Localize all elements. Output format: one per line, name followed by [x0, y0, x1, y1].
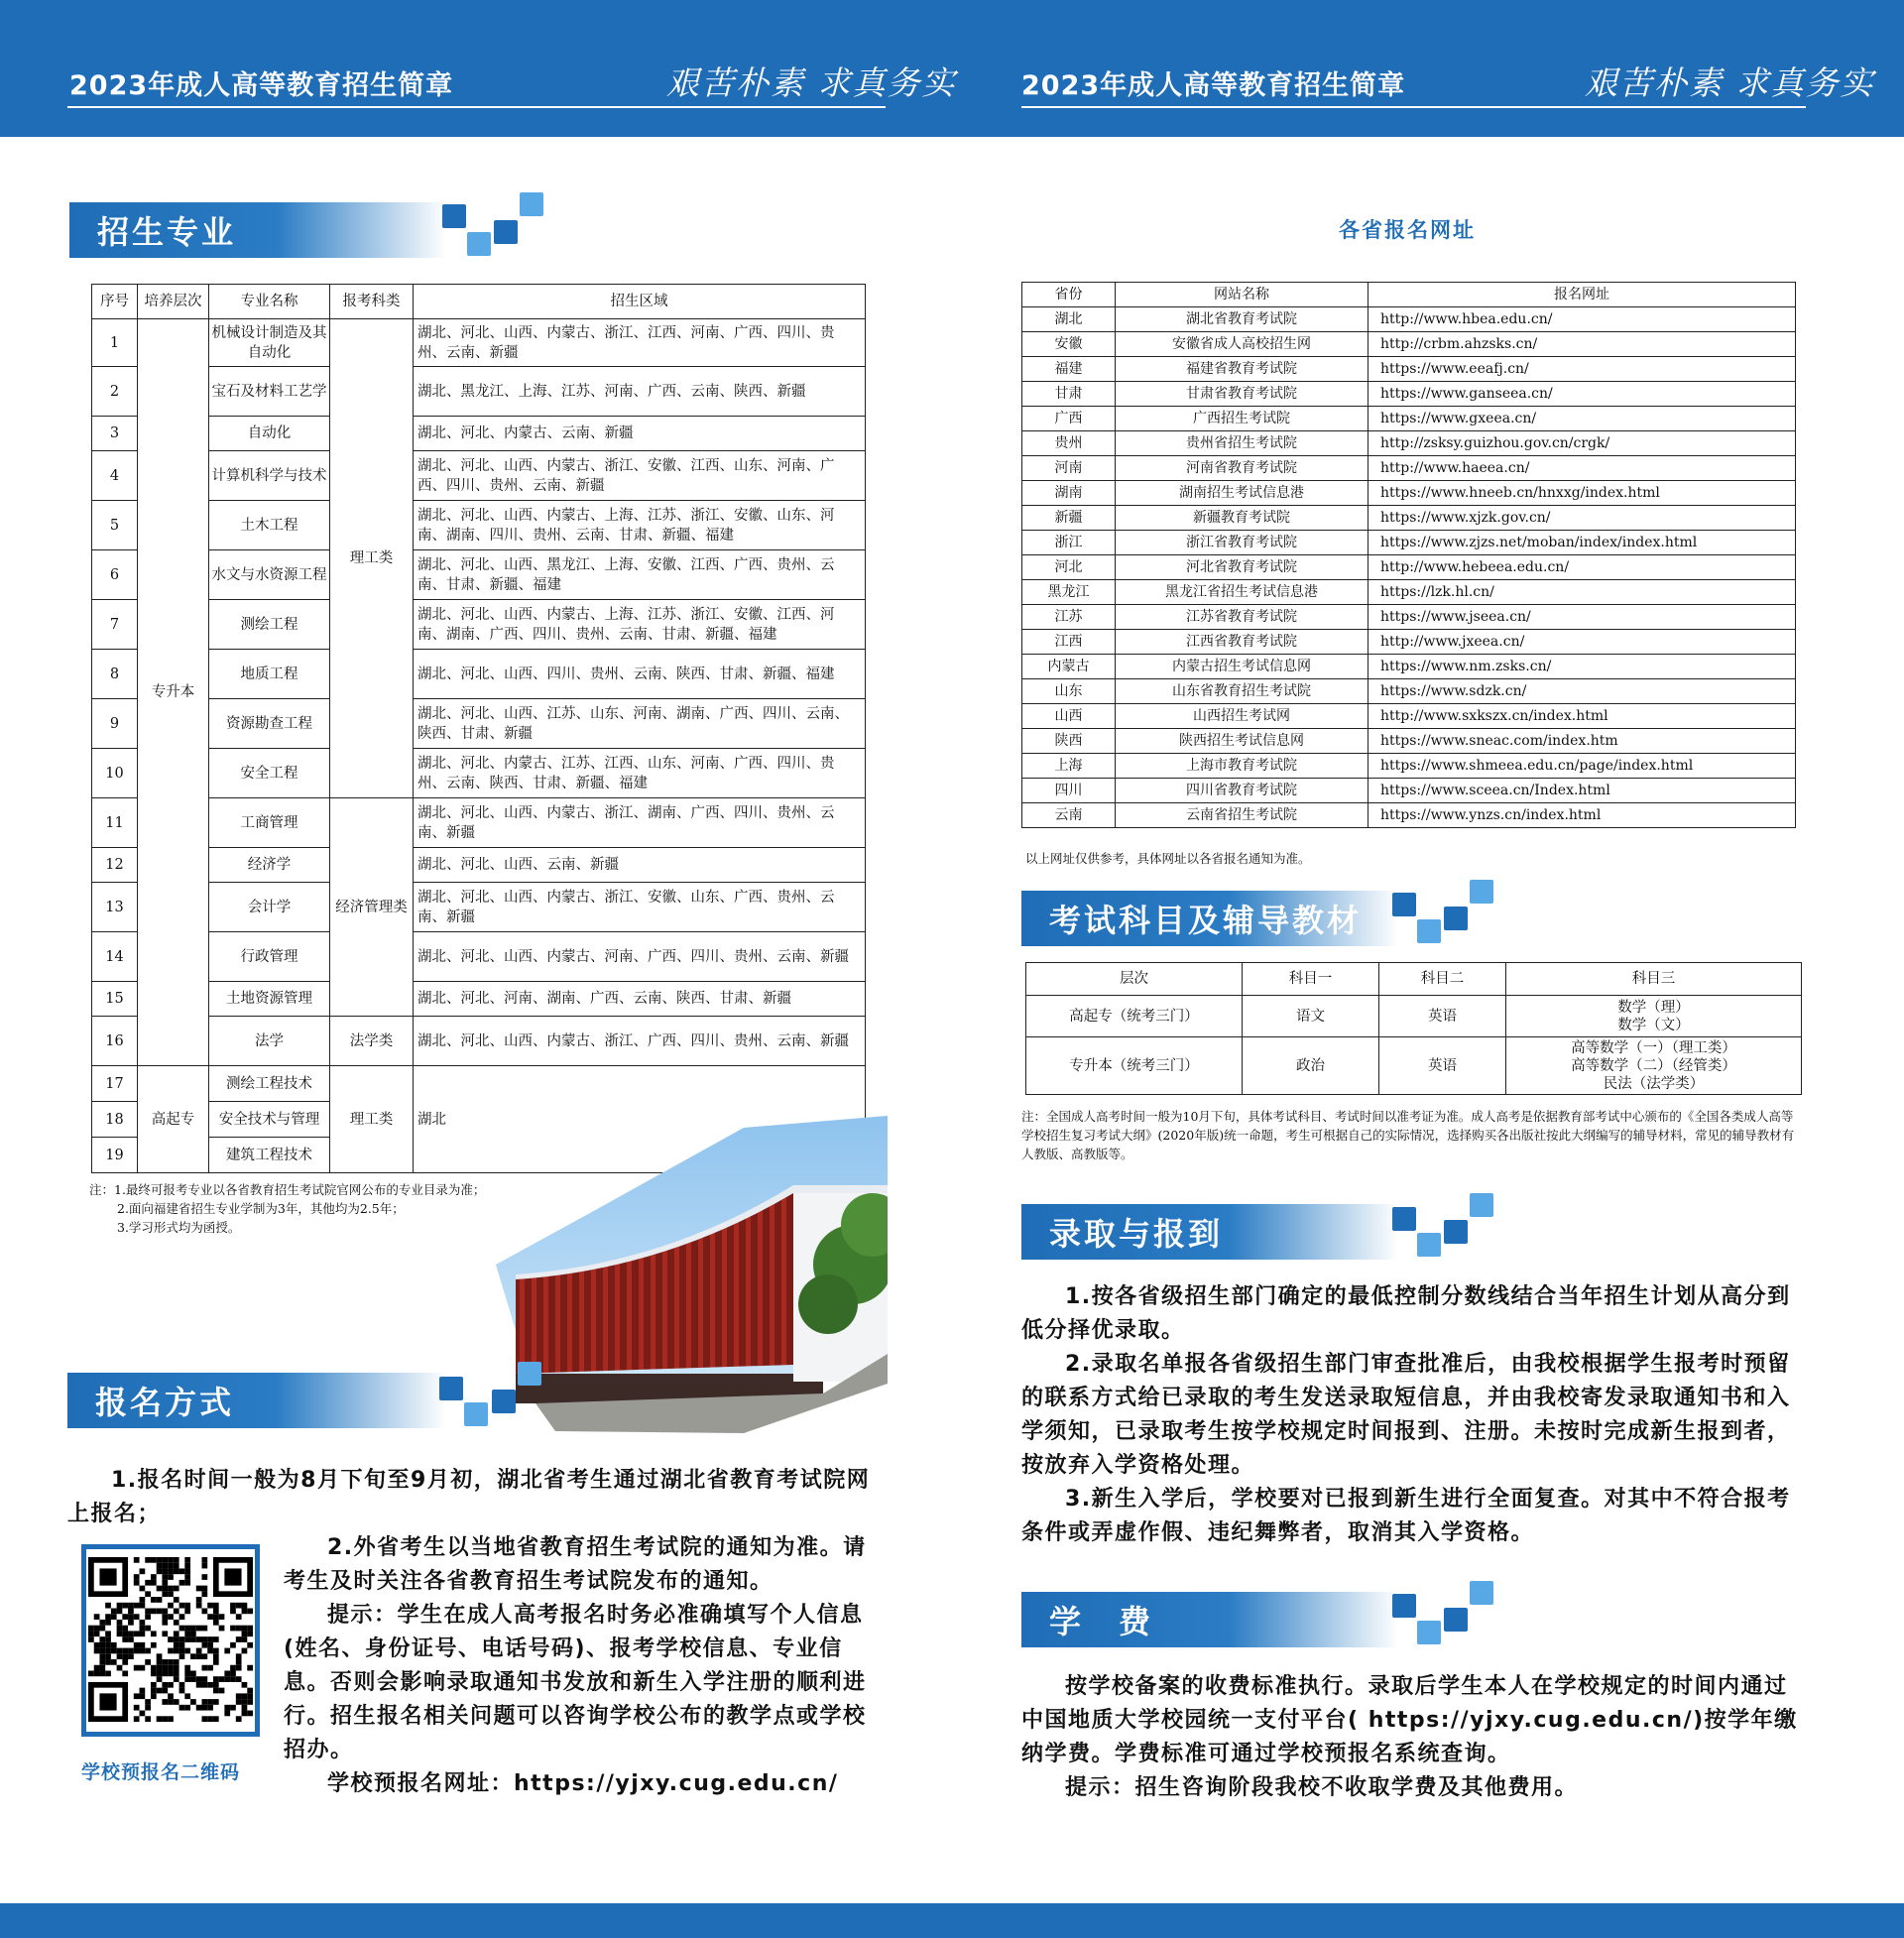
- province-cell: 内蒙古: [1022, 655, 1116, 679]
- signup-text: 2.外省考生以当地省教育招生考试院的通知为准。请考生及时关注各省教育招生考试院发布的通知。: [284, 1535, 867, 1594]
- admission-section-banner: [1021, 1204, 1398, 1260]
- region-cell: 湖北、河北、内蒙古、云南、新疆: [414, 417, 866, 451]
- qr-code-image[interactable]: [88, 1557, 253, 1722]
- row-number: 5: [92, 501, 138, 550]
- row-number: 19: [92, 1138, 138, 1173]
- majors-section-title: 招生专业: [97, 213, 237, 251]
- major-name: 机械设计制造及其自动化: [209, 319, 330, 367]
- region-cell: 湖北、河北、河南、湖南、广西、云南、陕西、甘肃、新疆: [414, 982, 866, 1017]
- signup-tip-text: 提示：学生在成人高考报名时务必准确填写个人信息(姓名、身份证号、电话号码)、报考学校信息、专业信息。否则会影响录取通知书发放和新生入学注册的顺利进行。招生报名相关问题可以咨询学校公布的教学点或学校招办。: [284, 1603, 867, 1762]
- note-line: 3.学习形式均为函授。: [117, 1220, 241, 1235]
- row-number: 1: [92, 319, 138, 367]
- region-cell: 湖北、河北、内蒙古、江苏、江西、山东、河南、广西、四川、贵州、云南、陕西、甘肃、新疆、福建: [414, 749, 866, 798]
- table-row: [1026, 996, 1802, 1037]
- note-line: 注：1.最终可报考专业以各省教育招生考试院官网公布的专业目录为准；: [89, 1182, 486, 1197]
- table-row: [1022, 605, 1796, 630]
- table-row: [1022, 481, 1796, 506]
- exam-subjects-table: [1025, 962, 1802, 1095]
- site-name-cell: 广西招生考试院: [1116, 407, 1368, 431]
- row-number: 16: [92, 1017, 138, 1066]
- category-cell: 理工类: [330, 319, 414, 798]
- banner-deco-square: [492, 1390, 516, 1413]
- subject-line: 数学（文）: [1617, 1017, 1690, 1033]
- site-url-cell[interactable]: https://www.nm.zsks.cn/: [1368, 655, 1796, 679]
- table-row: [1022, 431, 1796, 456]
- row-number: 6: [92, 550, 138, 600]
- site-name-cell: 安徽省成人高校招生网: [1116, 332, 1368, 357]
- major-name: 建筑工程技术: [209, 1138, 330, 1173]
- site-name-cell: 江西省教育考试院: [1116, 630, 1368, 655]
- subject-cell: [1506, 996, 1802, 1037]
- table-row: [1022, 555, 1796, 580]
- left-header-underline: [67, 106, 886, 108]
- region-cell: 湖北、河北、山西、内蒙古、上海、江苏、浙江、安徽、江西、河南、湖南、广西、四川、贵州、云南、甘肃、新疆、福建: [414, 600, 866, 650]
- exam-section-title: 考试科目及辅导教材: [1049, 902, 1363, 939]
- region-cell: 湖北、河北、山西、内蒙古、浙江、湖南、广西、四川、贵州、云南、新疆: [414, 798, 866, 848]
- left-page-motto: 艰苦朴素 求真务实: [666, 63, 957, 102]
- province-cell: 新疆: [1022, 506, 1116, 531]
- major-name: 宝石及材料工艺学: [209, 367, 330, 417]
- bottom-footer-bar: [0, 1903, 1904, 1938]
- level-cell: 高起专: [138, 1066, 209, 1173]
- major-name: 自动化: [209, 417, 330, 451]
- banner-deco-square: [1444, 1220, 1468, 1244]
- col-header: 培养层次: [138, 285, 209, 319]
- level-cell: 专升本: [138, 319, 209, 1066]
- row-number: 17: [92, 1066, 138, 1102]
- table-row: [1022, 506, 1796, 531]
- col-header: 报名网址: [1368, 283, 1796, 307]
- province-cell: 福建: [1022, 357, 1116, 382]
- level-cell: 专升本（统考三门）: [1026, 1037, 1243, 1095]
- region-cell: 湖北、河北、山西、四川、贵州、云南、陕西、甘肃、新疆、福建: [414, 650, 866, 699]
- site-name-cell: 陕西招生考试信息网: [1116, 729, 1368, 754]
- major-name: 资源勘查工程: [209, 699, 330, 749]
- table-header-row: [1022, 283, 1796, 307]
- col-header: 省份: [1022, 283, 1116, 307]
- majors-notes: [89, 1180, 485, 1237]
- subject-line: 数学（理）: [1617, 999, 1690, 1016]
- subject-cell: [1506, 1037, 1802, 1095]
- row-number: 2: [92, 367, 138, 417]
- subject-cell: 英语: [1379, 996, 1506, 1037]
- right-page-motto: 艰苦朴素 求真务实: [1585, 63, 1875, 102]
- row-number: 12: [92, 848, 138, 883]
- province-cell: 广西: [1022, 407, 1116, 431]
- table-row: [1022, 655, 1796, 679]
- table-row: [1022, 307, 1796, 332]
- major-name: 地质工程: [209, 650, 330, 699]
- major-name: 测绘工程: [209, 600, 330, 650]
- table-row: [1022, 729, 1796, 754]
- subject-cell: 语文: [1243, 996, 1379, 1037]
- site-url-cell[interactable]: http://www.hbea.edu.cn/: [1368, 307, 1796, 332]
- major-name: 测绘工程技术: [209, 1066, 330, 1102]
- site-url-cell[interactable]: http://www.sxkszx.cn/index.html: [1368, 704, 1796, 729]
- major-name: 安全工程: [209, 749, 330, 798]
- table-row: [1022, 531, 1796, 555]
- province-cell: 浙江: [1022, 531, 1116, 555]
- site-url-cell[interactable]: https://www.xjzk.gov.cn/: [1368, 506, 1796, 531]
- sites-note: 以上网址仅供参考，具体网址以各省报名通知为准。: [1025, 851, 1311, 866]
- banner-deco-square: [1392, 1594, 1416, 1618]
- banner-deco-square: [1417, 1621, 1441, 1644]
- banner-deco-square: [1470, 1193, 1493, 1217]
- note-line: 2.面向福建省招生专业学制为3年，其他均为2.5年；: [117, 1201, 405, 1216]
- admission-text: 1.按各省级招生部门确定的最低控制分数线结合当年招生计划从高分到低分择优录取。: [1021, 1284, 1791, 1343]
- category-cell: 经济管理类: [330, 798, 414, 1017]
- admission-paragraphs: [1021, 1280, 1805, 1550]
- subject-line: 高等数学（一）（理工类）: [1571, 1039, 1736, 1056]
- right-page-title: 2023年成人高等教育招生简章: [1021, 70, 1406, 101]
- site-name-cell: 黑龙江省招生考试信息港: [1116, 580, 1368, 605]
- banner-deco-square: [439, 1377, 463, 1400]
- major-name: 法学: [209, 1017, 330, 1066]
- exam-section-banner: [1021, 891, 1398, 946]
- table-row: [1022, 630, 1796, 655]
- site-name-cell: 山东省教育招生考试院: [1116, 679, 1368, 704]
- col-header: 序号: [92, 285, 138, 319]
- region-cell: 湖北、河北、山西、内蒙古、河南、广西、四川、贵州、云南、新疆: [414, 932, 866, 982]
- row-number: 9: [92, 699, 138, 749]
- major-name: 行政管理: [209, 932, 330, 982]
- site-url-cell[interactable]: https://www.eeafj.cn/: [1368, 357, 1796, 382]
- province-cell: 黑龙江: [1022, 580, 1116, 605]
- banner-deco-square: [494, 220, 518, 244]
- subject-line: 高等数学（二）（经管类）: [1571, 1057, 1736, 1074]
- qr-code-frame: [81, 1544, 260, 1737]
- admission-text: 2.录取名单报各省级招生部门审查批准后，由我校根据学生报考时预留的联系方式给已录取的考生发送录取短信息，并由我校寄发录取通知书和入学须知，已录取考生按学校规定时间报到、注册。未按时完成新生报到者，按放弃入学资格处理。: [1021, 1352, 1791, 1478]
- province-sites-table: [1021, 282, 1796, 828]
- province-cell: 湖北: [1022, 307, 1116, 332]
- table-row: [1022, 456, 1796, 481]
- table-header-row: [92, 285, 866, 319]
- major-name: 安全技术与管理: [209, 1102, 330, 1138]
- table-row: [1026, 1037, 1802, 1095]
- tuition-text: 按学校备案的收费标准执行。录取后学生本人在学校规定的时间内通过中国地质大学校园统一支付平台( https://yjxy.cug.edu.cn/)按学年缴纳学费。学费标准可通过学校预报名系统查询。: [1021, 1674, 1798, 1766]
- col-header: 层次: [1026, 963, 1243, 996]
- site-url-cell[interactable]: http://www.jxeea.cn/: [1368, 630, 1796, 655]
- table-row: [1022, 679, 1796, 704]
- table-row: [1022, 704, 1796, 729]
- major-name: 土木工程: [209, 501, 330, 550]
- col-header: 网站名称: [1116, 283, 1368, 307]
- table-row: [1022, 357, 1796, 382]
- province-cell: 河北: [1022, 555, 1116, 580]
- qr-code-label: 学校预报名二维码: [81, 1761, 241, 1783]
- left-page-title: 2023年成人高等教育招生简章: [69, 70, 454, 101]
- table-row: [1022, 754, 1796, 779]
- tuition-section-title: 学 费: [1049, 1603, 1154, 1640]
- site-name-cell: 山西招生考试网: [1116, 704, 1368, 729]
- site-name-cell: 贵州省招生考试院: [1116, 431, 1368, 456]
- signup-section-title: 报名方式: [95, 1384, 235, 1421]
- site-url-cell[interactable]: https://www.ganseea.cn/: [1368, 382, 1796, 407]
- site-name-cell: 甘肃省教育考试院: [1116, 382, 1368, 407]
- banner-deco-square: [1470, 880, 1493, 904]
- site-url-cell[interactable]: https://www.sceea.cn/Index.html: [1368, 779, 1796, 803]
- campus-building-photo: [496, 1116, 888, 1433]
- province-cell: 湖南: [1022, 481, 1116, 506]
- major-name: 水文与水资源工程: [209, 550, 330, 600]
- row-number: 3: [92, 417, 138, 451]
- region-cell: 湖北、河北、山西、江苏、山东、河南、湖南、广西、四川、云南、陕西、甘肃、新疆: [414, 699, 866, 749]
- major-name: 计算机科学与技术: [209, 451, 330, 501]
- province-cell: 上海: [1022, 754, 1116, 779]
- site-url-cell[interactable]: http://www.hebeea.edu.cn/: [1368, 555, 1796, 580]
- region-cell: 湖北、河北、山西、内蒙古、浙江、安徽、山东、广西、贵州、云南、新疆: [414, 883, 866, 932]
- province-cell: 安徽: [1022, 332, 1116, 357]
- province-cell: 甘肃: [1022, 382, 1116, 407]
- exam-note: 注：全国成人高考时间一般为10月下旬，具体考试科目、考试时间以准考证为准。成人高考是依据教育部考试中心颁布的《全国各类成人高等学校招生复习考试大纲》(2020年版)统一命题，考生可根据自己的实际情况，选择购买各出版社按此大纲编写的辅导材料，常见的辅导教材有人教版、高教版等。: [1021, 1109, 1795, 1161]
- signup-paragraph-1: [67, 1464, 887, 1531]
- signup-section-banner: [67, 1373, 446, 1428]
- region-cell: 湖北、河北、山西、内蒙古、浙江、广西、四川、贵州、云南、新疆: [414, 1017, 866, 1066]
- site-url-cell[interactable]: https://www.hneeb.cn/hnxxg/index.html: [1368, 481, 1796, 506]
- site-url-cell[interactable]: https://www.sdzk.cn/: [1368, 679, 1796, 704]
- province-cell: 云南: [1022, 803, 1116, 828]
- col-header: 招生区域: [414, 285, 866, 319]
- majors-section-banner: [69, 202, 446, 258]
- site-name-cell: 河北省教育考试院: [1116, 555, 1368, 580]
- admission-section-title: 录取与报到: [1049, 1215, 1224, 1253]
- province-cell: 江西: [1022, 630, 1116, 655]
- site-name-cell: 湖北省教育考试院: [1116, 307, 1368, 332]
- banner-deco-square: [1444, 1608, 1468, 1632]
- subject-cell: 政治: [1243, 1037, 1379, 1095]
- site-name-cell: 内蒙古招生考试信息网: [1116, 655, 1368, 679]
- region-cell: 湖北: [414, 1066, 866, 1173]
- site-name-cell: 河南省教育考试院: [1116, 456, 1368, 481]
- table-row: [1022, 332, 1796, 357]
- site-name-cell: 浙江省教育考试院: [1116, 531, 1368, 555]
- banner-deco-square: [464, 1402, 488, 1426]
- banner-deco-square: [1417, 919, 1441, 943]
- row-number: 10: [92, 749, 138, 798]
- tuition-section-banner: [1021, 1592, 1398, 1647]
- province-cell: 陕西: [1022, 729, 1116, 754]
- row-number: 15: [92, 982, 138, 1017]
- major-name: 工商管理: [209, 798, 330, 848]
- site-url-cell[interactable]: https://www.gxeea.cn/: [1368, 407, 1796, 431]
- sites-heading: 各省报名网址: [1339, 218, 1476, 242]
- site-name-cell: 新疆教育考试院: [1116, 506, 1368, 531]
- site-url-cell[interactable]: https://www.jseea.cn/: [1368, 605, 1796, 630]
- site-name-cell: 云南省招生考试院: [1116, 803, 1368, 828]
- site-name-cell: 四川省教育考试院: [1116, 779, 1368, 803]
- admission-text: 3.新生入学后，学校要对已报到新生进行全面复查。对其中不符合报考条件或弄虚作假、违纪舞弊者，取消其入学资格。: [1021, 1487, 1791, 1545]
- col-header: 报考科类: [330, 285, 414, 319]
- row-number: 4: [92, 451, 138, 501]
- tuition-paragraphs: [1021, 1670, 1805, 1805]
- table-header-row: [1026, 963, 1802, 996]
- right-header-underline: [1021, 106, 1806, 108]
- region-cell: 湖北、河北、山西、云南、新疆: [414, 848, 866, 883]
- subject-cell: 英语: [1379, 1037, 1506, 1095]
- table-row: [1022, 580, 1796, 605]
- table-row: [1022, 779, 1796, 803]
- row-number: 7: [92, 600, 138, 650]
- banner-deco-square: [518, 1362, 541, 1386]
- province-cell: 贵州: [1022, 431, 1116, 456]
- major-name: 会计学: [209, 883, 330, 932]
- site-url-cell[interactable]: http://www.haeea.cn/: [1368, 456, 1796, 481]
- table-row: [1022, 803, 1796, 828]
- col-header: 科目一: [1243, 963, 1379, 996]
- category-cell: 法学类: [330, 1017, 414, 1066]
- subject-line: 民法（法学类）: [1603, 1075, 1705, 1092]
- site-url-cell[interactable]: http://zsksy.guizhou.gov.cn/crgk/: [1368, 431, 1796, 456]
- site-url-cell[interactable]: http://crbm.ahzsks.cn/: [1368, 332, 1796, 357]
- province-cell: 四川: [1022, 779, 1116, 803]
- col-header: 专业名称: [209, 285, 330, 319]
- region-cell: 湖北、河北、山西、内蒙古、浙江、江西、河南、广西、四川、贵州、云南、新疆: [414, 319, 866, 367]
- province-cell: 河南: [1022, 456, 1116, 481]
- banner-deco-square: [1470, 1581, 1493, 1605]
- site-name-cell: 上海市教育考试院: [1116, 754, 1368, 779]
- majors-table: [91, 284, 866, 1173]
- banner-deco-square: [442, 204, 466, 228]
- prereg-url[interactable]: 学校预报名网址：https://yjxy.cug.edu.cn/: [327, 1771, 839, 1796]
- table-row: [1022, 382, 1796, 407]
- site-url-cell[interactable]: https://lzk.hl.cn/: [1368, 580, 1796, 605]
- table-row: [92, 319, 866, 367]
- signup-text: 1.报名时间一般为8月下旬至9月初，湖北省考生通过湖北省教育考试院网上报名；: [67, 1468, 871, 1526]
- site-url-cell[interactable]: https://www.ynzs.cn/index.html: [1368, 803, 1796, 828]
- site-name-cell: 湖南招生考试信息港: [1116, 481, 1368, 506]
- col-header: 科目三: [1506, 963, 1802, 996]
- region-cell: 湖北、黑龙江、上海、江苏、河南、广西、云南、陕西、新疆: [414, 367, 866, 417]
- row-number: 14: [92, 932, 138, 982]
- major-name: 经济学: [209, 848, 330, 883]
- site-url-cell[interactable]: https://www.shmeea.edu.cn/page/index.html: [1368, 754, 1796, 779]
- banner-deco-square: [1444, 907, 1468, 930]
- province-cell: 江苏: [1022, 605, 1116, 630]
- row-number: 13: [92, 883, 138, 932]
- province-cell: 山西: [1022, 704, 1116, 729]
- banner-deco-square: [520, 192, 543, 216]
- region-cell: 湖北、河北、山西、内蒙古、上海、江苏、浙江、安徽、山东、河南、湖南、四川、贵州、云南、甘肃、新疆、福建: [414, 501, 866, 550]
- site-name-cell: 江苏省教育考试院: [1116, 605, 1368, 630]
- province-cell: 山东: [1022, 679, 1116, 704]
- site-name-cell: 福建省教育考试院: [1116, 357, 1368, 382]
- site-url-cell[interactable]: https://www.sneac.com/index.htm: [1368, 729, 1796, 754]
- banner-deco-square: [1392, 1207, 1416, 1231]
- tuition-tip-text: 提示：招生咨询阶段我校不收取学费及其他费用。: [1065, 1775, 1579, 1800]
- row-number: 8: [92, 650, 138, 699]
- region-cell: 湖北、河北、山西、内蒙古、浙江、安徽、江西、山东、河南、广西、四川、贵州、云南、新疆: [414, 451, 866, 501]
- level-cell: 高起专（统考三门）: [1026, 996, 1243, 1037]
- col-header: 科目二: [1379, 963, 1506, 996]
- signup-paragraph-2: [284, 1531, 887, 1801]
- signup-url-text: [284, 1767, 887, 1801]
- banner-deco-square: [1417, 1233, 1441, 1257]
- site-url-cell[interactable]: https://www.zjzs.net/moban/index/index.html: [1368, 531, 1796, 555]
- row-number: 11: [92, 798, 138, 848]
- row-number: 18: [92, 1102, 138, 1138]
- banner-deco-square: [1392, 893, 1416, 916]
- banner-deco-square: [467, 232, 491, 256]
- table-row: [1022, 407, 1796, 431]
- region-cell: 湖北、河北、山西、黑龙江、上海、安徽、江西、广西、贵州、云南、甘肃、新疆、福建: [414, 550, 866, 600]
- category-cell: 理工类: [330, 1066, 414, 1173]
- table-row: [92, 1066, 866, 1102]
- major-name: 土地资源管理: [209, 982, 330, 1017]
